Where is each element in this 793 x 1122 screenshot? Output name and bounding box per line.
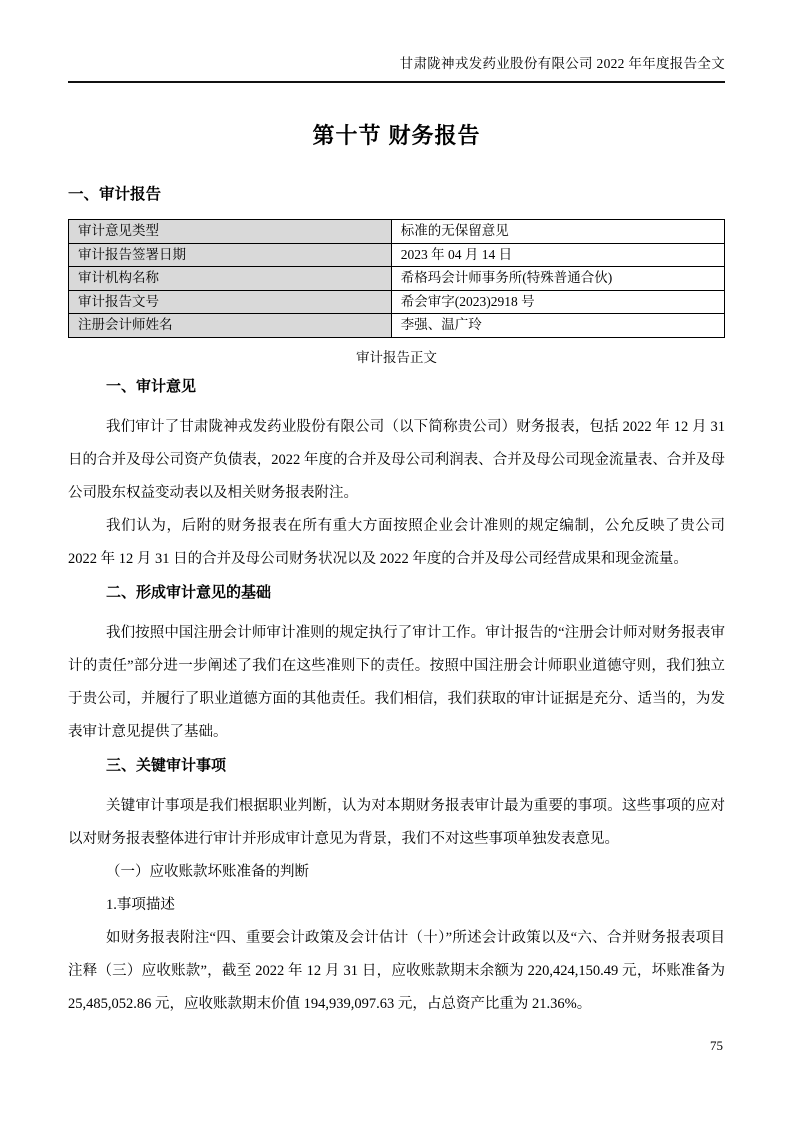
page-title: 第十节 财务报告 — [312, 123, 481, 148]
row-label-sign-date: 审计报告签署日期 — [69, 243, 392, 267]
running-header — [68, 0, 725, 83]
audit-opinion-paragraph-2: 我们认为，后附的财务报表在所有重大方面按照企业会计准则的规定编制，公允反映了贵公司 2022 年 12 月 31 日的合并及母公司财务状况以及 2022 年度的合并及母公司经营成果和现金流量。 — [68, 517, 725, 567]
table-row — [69, 314, 725, 338]
table-row — [69, 243, 725, 267]
table-row — [69, 220, 725, 244]
row-label-report-number: 审计报告文号 — [69, 290, 392, 314]
table-row — [69, 267, 725, 291]
table-row — [69, 290, 725, 314]
audit-summary-table — [68, 219, 725, 338]
row-label-opinion-type: 审计意见类型 — [69, 220, 392, 244]
row-value-opinion-type: 标准的无保留意见 — [391, 220, 724, 244]
row-label-audit-firm: 审计机构名称 — [69, 267, 392, 291]
heading-basis-for-opinion: 二、形成审计意见的基础 — [106, 583, 272, 601]
key-matter-item-title: （一）应收账款坏账准备的判断 — [106, 863, 309, 880]
audit-report-body — [68, 370, 725, 1021]
row-value-report-number: 希会审字(2023)2918 号 — [391, 290, 724, 314]
heading-key-audit-matters: 三、关键审计事项 — [106, 756, 227, 774]
row-value-sign-date: 2023 年 04 月 14 日 — [391, 243, 724, 267]
page-number: 75 — [710, 1038, 723, 1053]
heading-audit-opinion: 一、审计意见 — [106, 377, 197, 395]
audit-opinion-paragraph-1: 我们审计了甘肃陇神戎发药业股份有限公司（以下简称贵公司）财务报表，包括 2022 年 12 月 31 日的合并及母公司资产负债表，2022 年度的合并及母公司利润表、合并及母公司现金流量表、合并及母公司股东权益变动表以及相关财务报表附注。 — [68, 418, 725, 501]
key-matter-item-subtitle: 1.事项描述 — [106, 896, 175, 913]
basis-for-opinion-paragraph: 我们按照中国注册会计师审计准则的规定执行了审计工作。审计报告的“注册会计师对财务报表审计的责任”部分进一步阐述了我们在这些准则下的责任。按照中国注册会计师职业道德守则，我们独立于贵公司，并履行了职业道德方面的其他责任。我们相信，我们获取的审计证据是充分、适当的，为发表审计意见提供了基础。 — [68, 624, 725, 740]
section-heading-audit-report: 一、审计报告 — [68, 186, 162, 203]
row-value-audit-firm: 希格玛会计师事务所(特殊普通合伙) — [391, 267, 724, 291]
audit-report-body-subtitle: 审计报告正文 — [356, 349, 437, 365]
row-label-cpa-names: 注册会计师姓名 — [69, 314, 392, 338]
row-value-cpa-names: 李强、温广玲 — [391, 314, 724, 338]
key-matter-description-paragraph: 如财务报表附注“四、重要会计政策及会计估计（十）”所述会计政策以及“六、合并财务报表项目注释（三）应收账款”，截至 2022 年 12 月 31 日，应收账款期末余额为 220,424,150.49 元，坏账准备为 25,485,052.86 元，应收账款期末价值 194,939,097.63 元，占总资产比重为 21.36%。 — [68, 929, 725, 1012]
key-audit-matters-paragraph: 关键审计事项是我们根据职业判断，认为对本期财务报表审计最为重要的事项。这些事项的应对以对财务报表整体进行审计并形成审计意见为背景，我们不对这些事项单独发表意见。 — [68, 797, 725, 847]
running-header-text: 甘肃陇神戎发药业股份有限公司 2022 年年度报告全文 — [399, 56, 725, 71]
